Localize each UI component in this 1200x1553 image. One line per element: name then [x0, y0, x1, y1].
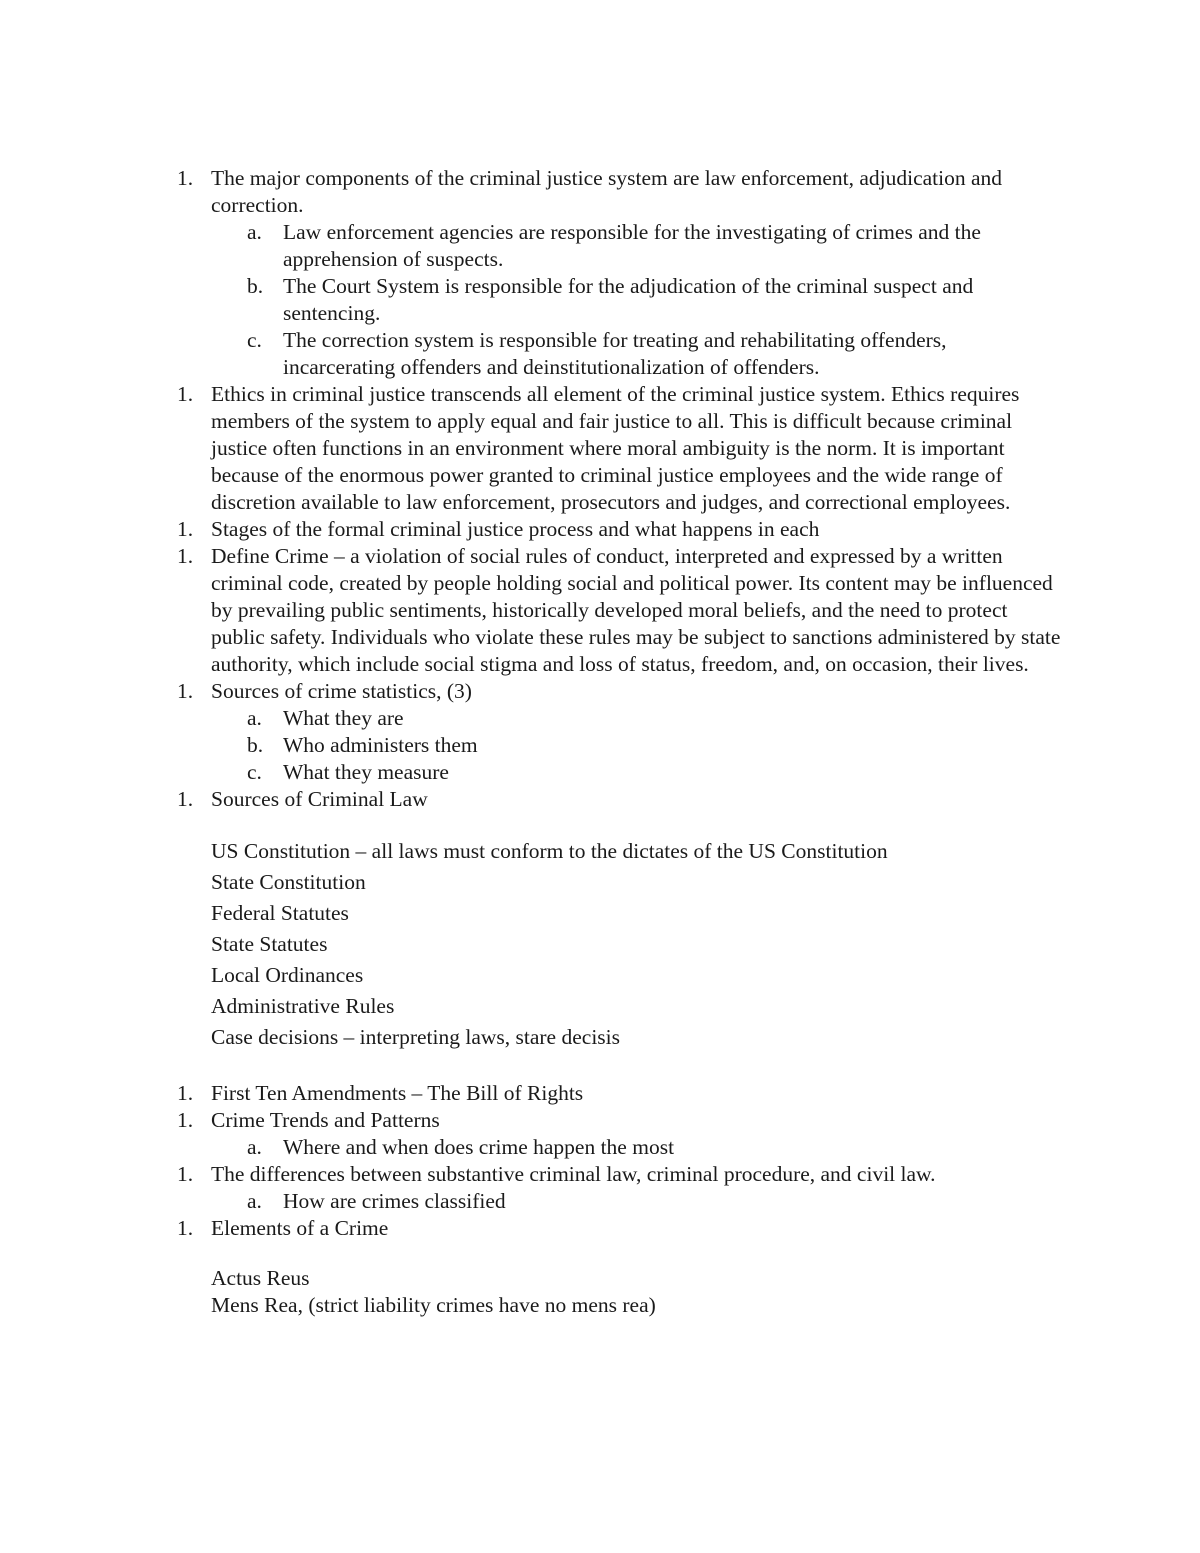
- list-number: 1.: [177, 1216, 194, 1240]
- list-item: [0, 678, 1061, 705]
- sub-list-item-text: Who administers them: [283, 733, 478, 757]
- sub-list-letter: a.: [247, 706, 262, 730]
- list-item: [0, 165, 1061, 219]
- list-number: 1.: [177, 679, 194, 703]
- sub-list-item: [0, 732, 1063, 759]
- sub-list-item-text: Law enforcement agencies are responsible for the investigating of crimes and the apprehension of suspects.: [283, 220, 981, 271]
- sub-list-letter: b.: [247, 274, 264, 298]
- list-item: [0, 1161, 1061, 1188]
- sub-list-item-text: The Court System is responsible for the adjudication of the criminal suspect and sentencing.: [283, 274, 974, 325]
- elements-of-crime-block: [0, 1265, 1061, 1319]
- sub-list-item: [0, 1188, 1063, 1215]
- list-number: 1.: [177, 787, 194, 811]
- sub-list-letter: c.: [247, 328, 262, 352]
- list-item: [0, 1080, 1061, 1107]
- element-line: Mens Rea, (strict liability crimes have no mens rea): [211, 1293, 656, 1317]
- source-line: Local Ordinances: [211, 963, 364, 987]
- sub-list-item: [0, 1134, 1063, 1161]
- source-line: US Constitution – all laws must conform to the dictates of the US Constitution: [211, 839, 888, 863]
- list-item: [0, 1215, 1061, 1242]
- sub-list-item-text: Where and when does crime happen the most: [283, 1135, 675, 1159]
- list-number: 1.: [177, 382, 194, 406]
- sub-list-letter: b.: [247, 733, 264, 757]
- sub-list-item-text: What they are: [283, 706, 404, 730]
- list-item: [0, 381, 1061, 516]
- list-item-text: Sources of Criminal Law: [211, 787, 428, 811]
- sub-list-letter: c.: [247, 760, 262, 784]
- sub-list-item: [0, 705, 1063, 732]
- sub-list-item-text: How are crimes classified: [283, 1189, 506, 1213]
- list-item-text: Crime Trends and Patterns: [211, 1108, 440, 1132]
- sources-of-law-block: [0, 836, 1061, 1053]
- sub-list-item: [0, 327, 1063, 381]
- sub-list-item: [0, 219, 1063, 273]
- list-item-text: First Ten Amendments – The Bill of Rights: [211, 1081, 584, 1105]
- source-line: Federal Statutes: [211, 901, 349, 925]
- sub-list-letter: a.: [247, 220, 262, 244]
- list-item-text: Define Crime – a violation of social rules of conduct, interpreted and expressed by a written criminal code, created by people holding social and political power. Its content may be influenced by prevailing public sentiments, historically developed moral beliefs, and the need to protect public safety. Individuals who violate these rules may be subject to sanctions administered by state authority, which include social stigma and loss of status, freedom, and, on occasion, their lives.: [211, 544, 1061, 676]
- list-item: [0, 1107, 1061, 1134]
- list-number: 1.: [177, 1081, 194, 1105]
- sub-list-item-text: What they measure: [283, 760, 449, 784]
- list-item: [0, 516, 1061, 543]
- list-item-text: The major components of the criminal justice system are law enforcement, adjudication and correction.: [211, 166, 1003, 217]
- sub-list-item: [0, 759, 1063, 786]
- document-page: [0, 165, 1200, 1319]
- source-line: Administrative Rules: [211, 994, 395, 1018]
- list-number: 1.: [177, 1108, 194, 1132]
- list-number: 1.: [177, 544, 194, 568]
- list-item-text: The differences between substantive criminal law, criminal procedure, and civil law.: [211, 1162, 936, 1186]
- sub-list-letter: a.: [247, 1189, 262, 1213]
- list-item-text: Ethics in criminal justice transcends all element of the criminal justice system. Ethics requires members of the system to apply equal and fair justice to all. This is difficult because criminal justice often functions in an environment where moral ambiguity is the norm. It is important because of the enormous power granted to criminal justice employees and the wide range of discretion available to law enforcement, prosecutors and judges, and correctional employees.: [211, 382, 1020, 514]
- list-item-text: Stages of the formal criminal justice process and what happens in each: [211, 517, 820, 541]
- source-line: State Constitution: [211, 870, 366, 894]
- list-number: 1.: [177, 166, 194, 190]
- list-item-text: Sources of crime statistics, (3): [211, 679, 472, 703]
- list-number: 1.: [177, 517, 194, 541]
- list-number: 1.: [177, 1162, 194, 1186]
- sub-list-letter: a.: [247, 1135, 262, 1159]
- source-line: Case decisions – interpreting laws, stare decisis: [211, 1025, 620, 1049]
- list-item: [0, 543, 1061, 678]
- list-item-text: Elements of a Crime: [211, 1216, 389, 1240]
- list-item: [0, 786, 1061, 813]
- element-line: Actus Reus: [211, 1266, 310, 1290]
- sub-list-item-text: The correction system is responsible for treating and rehabilitating offenders, incarcerating offenders and deinstitutionalization of offenders.: [283, 328, 947, 379]
- source-line: State Statutes: [211, 932, 328, 956]
- sub-list-item: [0, 273, 1063, 327]
